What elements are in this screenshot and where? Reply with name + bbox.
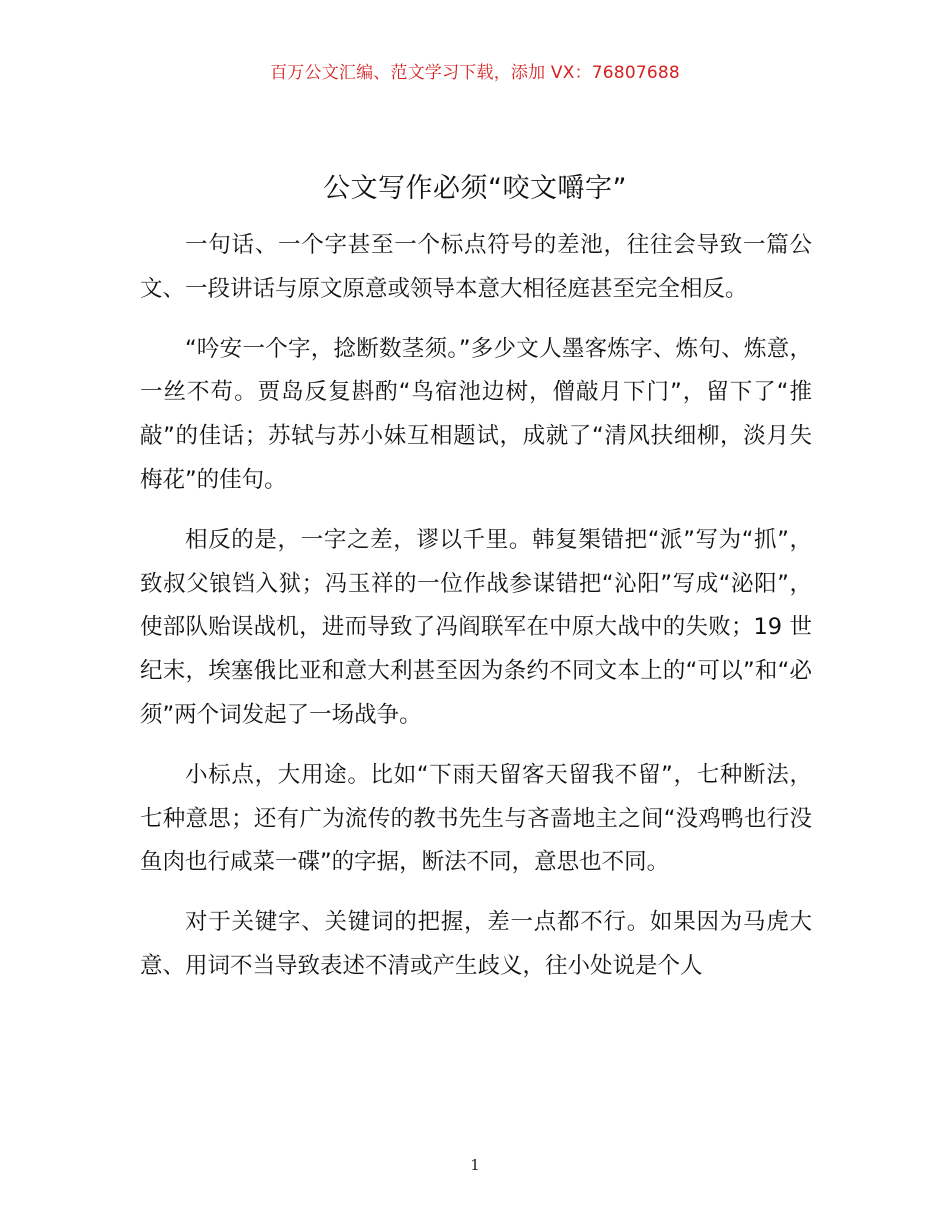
- paragraph-4: 小标点，大用途。比如“下雨天留客天留我不留”，七种断法，七种意思；还有广为流传的教书先生与吝啬地主之间“没鸡鸭也行没鱼肉也行咸菜一碟”的字据，断法不同，意思也不同。: [140, 761, 812, 876]
- paragraph-5: 对于关键字、关键词的把握，差一点都不行。如果因为马虎大意、用词不当导致表述不清或产生歧义，往小处说是个人: [140, 909, 812, 979]
- paragraph-2: “吟安一个字，捻断数茎须。”多少文人墨客炼字、炼句、炼意，一丝不苟。贾岛反复斟酌“鸟宿池边树，僧敲月下门”，留下了“推敲”的佳话；苏轼与苏小妹互相题试，成就了“清风扶细柳，淡月失梅花”的佳句。: [140, 335, 812, 493]
- document-body: [140, 224, 812, 1005]
- page-number: 1: [470, 1156, 480, 1174]
- header-promo-note: 百万公文汇编、范文学习下载，添加 VX：76807688: [270, 63, 680, 83]
- document-title: 公文写作必须“咬文嚼字”: [323, 173, 627, 204]
- paragraph-1: 一句话、一个字甚至一个标点符号的差池，往往会导致一篇公文、一段讲话与原文原意或领导本意大相径庭甚至完全相反。: [140, 232, 812, 302]
- paragraph-3: 相反的是，一字之差，谬以千里。韩复榘错把“派”写为“抓”，致叔父锒铛入狱；冯玉祥的一位作战参谋错把“沁阳”写成“泌阳”，使部队贻误战机，进而导致了冯阎联军在中原大战中的失败；19 世纪末，埃塞俄比亚和意大利甚至因为条约不同文本上的“可以”和“必须”两个词发起了一场战争。: [140, 526, 812, 728]
